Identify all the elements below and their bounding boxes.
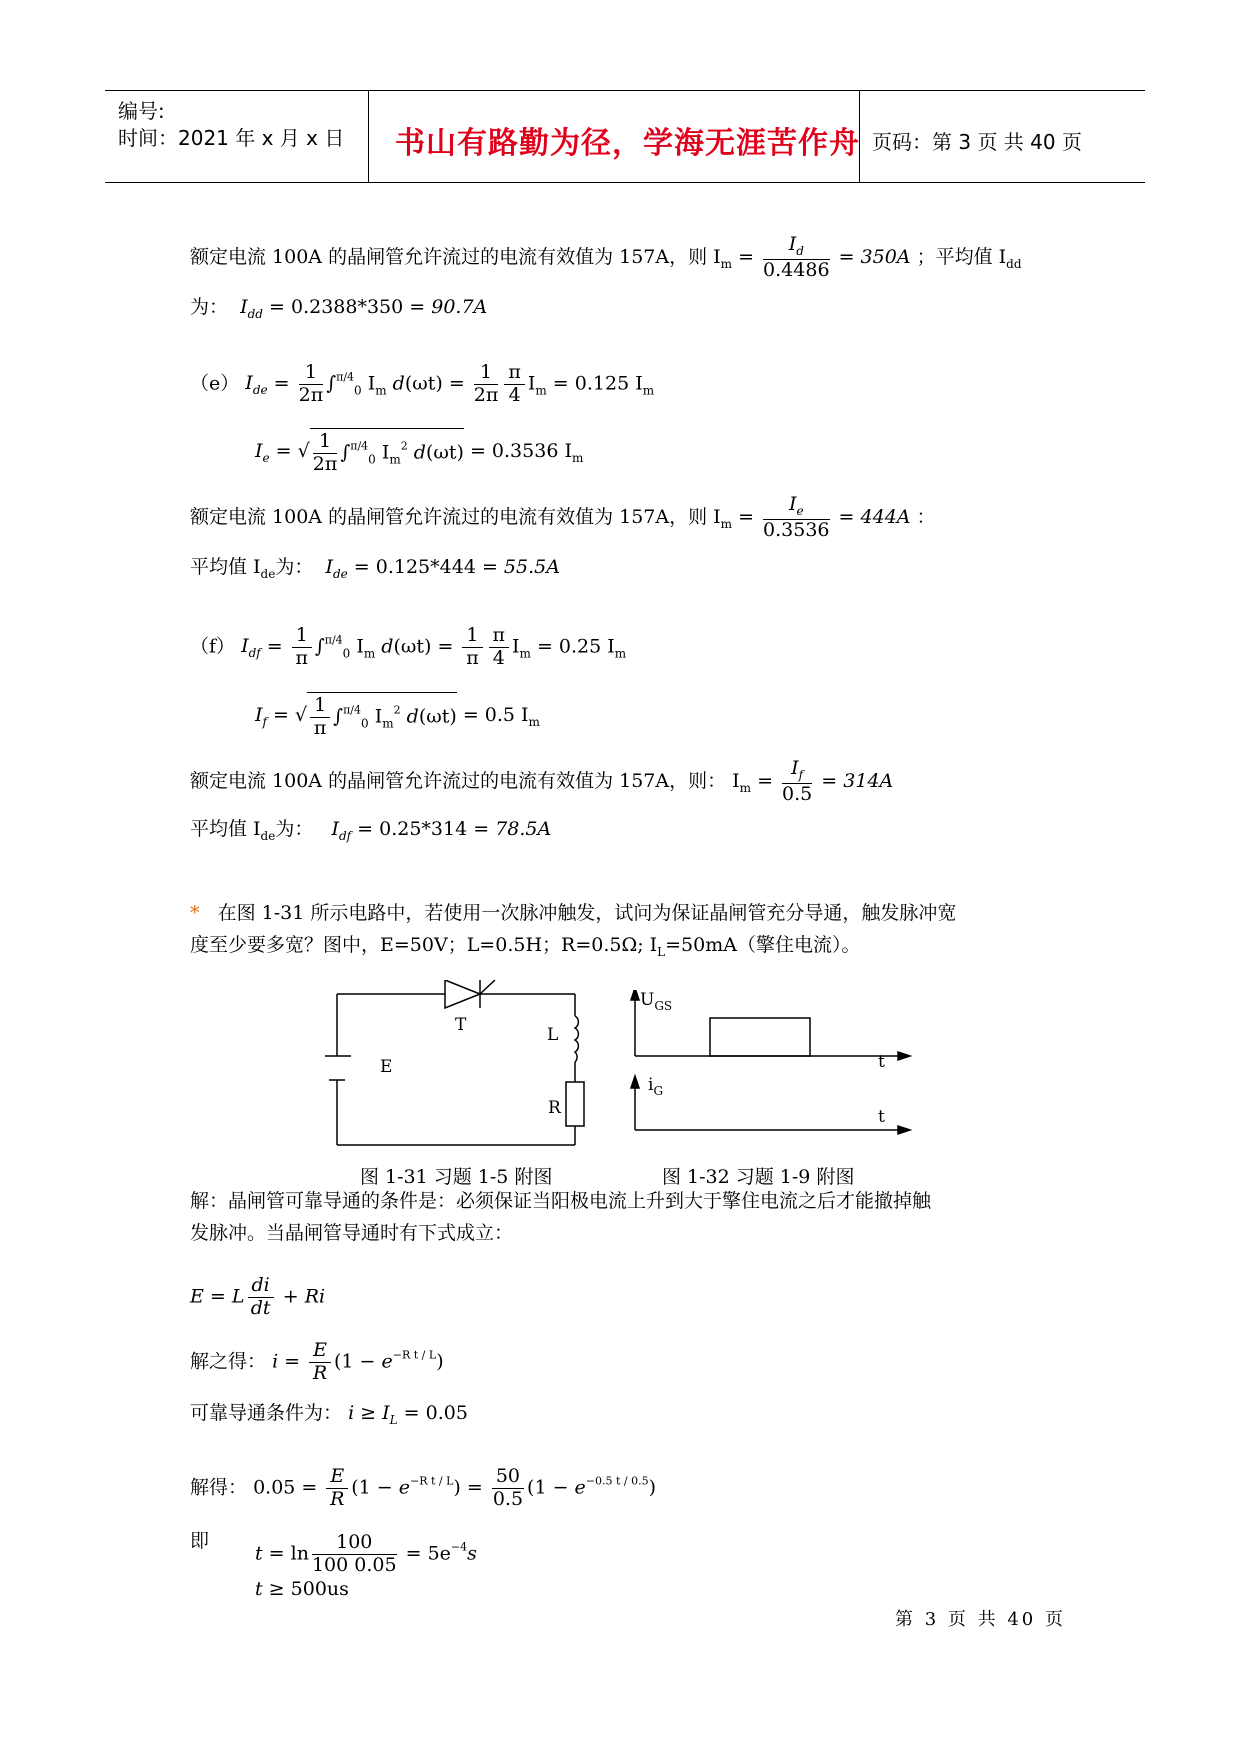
text: 平均值 I <box>190 556 261 578</box>
result: 78.5A <box>495 818 552 840</box>
text: 额定电流 100A 的晶闸管允许流过的电流有效值为 157A，则 I <box>190 245 721 268</box>
den: 0.5 <box>782 782 813 805</box>
label: （e） <box>190 372 240 395</box>
tail: =50mA（擎住电流）。 <box>665 934 861 956</box>
caption-fig-1-31: 图 1-31 习题 1-5 附图 <box>360 1166 553 1188</box>
math: 0.125*444 <box>375 556 476 578</box>
den: 0.5 <box>492 1487 524 1510</box>
label: 解之得： <box>190 1350 267 1373</box>
result: 90.7A <box>431 296 488 318</box>
num: 100 <box>312 1532 397 1555</box>
label-R: R <box>548 1098 561 1118</box>
eq-f-2: $I_f$ = √ $\frac{1}{\pi}$ ∫$^{\pi/4}_0$ $I_m^2$ d(ωt) = 0.5 $I_m$ <box>255 694 540 739</box>
para-line-5: 额定电流 100A 的晶闸管允许流过的电流有效值为 157A，则： $I_m$ = $\frac{I_f}{0.5}$ = 314A <box>190 757 894 805</box>
caption-fig-1-32: 图 1-32 习题 1-9 附图 <box>662 1166 855 1188</box>
ig-sub: G <box>653 1084 664 1098</box>
result: 500us <box>290 1578 349 1600</box>
ri-term: Ri <box>304 1285 326 1308</box>
sub: L <box>657 945 666 959</box>
condition-line: 可靠导通条件为： $i \ge I_L = 0.05$ <box>190 1402 468 1427</box>
para-line-1: 额定电流 100A 的晶闸管允许流过的电流有效值为 157A，则 $I_m$ = $\frac{I_d}{0.4486}$ = 350A ；平均值 $I_{dd}$ <box>190 233 1022 281</box>
pulse-diagram <box>630 990 920 1140</box>
text: 额定电流 100A 的晶闸管允许流过的电流有效值为 157A，则 I <box>190 505 721 528</box>
label-ugs <box>640 990 672 1013</box>
eq-f-1: （f） $I_{df}$ = $\frac{1}{\pi}$ ∫$^{\pi/4}_0$ $I_m$ d(ωt) = $\frac{1}{\pi}$ $\frac{\pi}{4}$ $I_m = 0.25$ $I_m$ <box>190 624 627 669</box>
question-line-2 <box>190 936 860 958</box>
page-footer: 第 3 页 共 40 页 <box>895 1609 1066 1630</box>
ig: i <box>648 1075 654 1095</box>
text2: 为： <box>275 818 314 840</box>
tail: ；平均值 I <box>916 245 1007 268</box>
header-divider-left <box>368 90 369 182</box>
question-line-1 <box>190 904 956 923</box>
solve-line: 解之得： i = $\frac{E}{R}$ $(1 - e^{-R t / L})$ <box>190 1339 444 1384</box>
text: 额定电流 100A 的晶闸管允许流过的电流有效值为 157A，则： <box>190 769 727 792</box>
header-bottom-rule <box>105 182 1145 183</box>
ugs-sub: GS <box>654 999 673 1013</box>
result: 0.05 <box>425 1402 468 1424</box>
tail-sub: dd <box>1006 256 1022 271</box>
sub: de <box>260 829 276 843</box>
serial-label: 编号: <box>118 99 165 123</box>
num: 50 <box>492 1466 524 1489</box>
header-top-rule <box>105 90 1145 91</box>
result: 0.25 I <box>558 635 615 658</box>
para-line-3: 额定电流 100A 的晶闸管允许流过的电流有效值为 157A，则 $I_m$ = $\frac{I_e}{0.3536}$ = 444A ： <box>190 493 936 541</box>
label-T: T <box>455 1015 467 1035</box>
ugs: U <box>640 990 655 1010</box>
label-t-top: t <box>878 1052 885 1072</box>
value: 0.05 <box>253 1476 296 1499</box>
sub: de <box>260 567 276 581</box>
circuit-diagram <box>325 980 595 1150</box>
star-marker: * <box>190 902 200 924</box>
t-final: t ≥ 500us <box>255 1578 349 1600</box>
den: 100 0.05 <box>311 1553 397 1576</box>
label: 可靠导通条件为： <box>190 1402 343 1424</box>
den: 0.3536 <box>763 518 830 541</box>
t-equation: t = ln $\frac{100}{100 0.05}$ = $5e^{-4}s$ <box>255 1531 477 1576</box>
para-line-6: 平均值 $I_{de}$为： $I_{df} = 0.25*314 = 78.5A$ <box>190 818 552 843</box>
label-t-bottom: t <box>878 1107 885 1127</box>
solution-line-2: 发脉冲。当晶闸管导通时有下式成立： <box>190 1222 514 1244</box>
solved-line: 解得： 0.05 = $\frac{E}{R}$ $(1 - e^{-R t / L})$ = $\frac{50}{0.5}$ $(1 - e^{-0.5 t / 0.5})$ <box>190 1465 657 1510</box>
den: 0.4486 <box>763 258 830 281</box>
eq-e-1: （e） $I_{de}$ = $\frac{1}{2\pi}$ ∫$^{\pi/4}_0$ $I_m$ d(ωt) = $\frac{1}{2\pi}$ $\frac{\pi}{4}$ $I_m = 0.125$ $I_m$ <box>190 361 655 406</box>
solution-line-1: 解：晶闸管可靠导通的条件是：必须保证当阳极电流上升到大于擎住电流之后才能撤掉触 <box>190 1190 932 1212</box>
text: 平均值 I <box>190 818 261 840</box>
text: 在图 1-31 所示电路中，若使用一次脉冲触发，试问为保证晶闸管充分导通，触发脉冲宽 <box>217 902 957 924</box>
math: 0.2388*350 <box>290 296 404 318</box>
result: 350A <box>860 245 911 268</box>
label: （f） <box>190 635 236 658</box>
text: 为： <box>190 296 229 318</box>
motto: 书山有路勤为径，学海无涯苦作舟 <box>395 126 860 161</box>
label-L: L <box>547 1025 559 1045</box>
result: 444A <box>860 505 911 528</box>
result: 0.125 I <box>574 372 643 395</box>
math: 0.25*314 <box>379 818 468 840</box>
text2: 为： <box>275 556 314 578</box>
fraction: $\frac{I_d}{0.4486}$ <box>763 233 830 281</box>
page-info: 页码：第 3 页 共 40 页 <box>872 130 1082 154</box>
ji-label: 即 <box>190 1530 210 1552</box>
result: 0.3536 I <box>491 439 572 462</box>
num: I <box>788 233 797 255</box>
result: 5e <box>427 1542 451 1565</box>
eq-e-2: $I_e$ = √ $\frac{1}{2\pi}$ ∫$^{\pi/4}_0$ $I_m^2$ d(ωt) = 0.3536 $I_m$ <box>255 430 584 475</box>
label: 解得： <box>190 1476 248 1499</box>
text: 度至少要多宽？图中，E=50V；L=0.5H；R=0.5Ω; I <box>190 934 658 956</box>
para-line-4: 平均值 $I_{de}$为： $I_{de} = 0.125*444 = 55.5A$ <box>190 556 560 581</box>
result: 0.5 I <box>484 703 529 726</box>
label-ig <box>648 1075 663 1098</box>
time-label: 时间：2021 年 x 月 x 日 <box>118 126 345 150</box>
result: 55.5A <box>503 556 560 578</box>
label-E: E <box>380 1057 393 1077</box>
result: 314A <box>843 769 894 792</box>
equation-1: E = L $\frac{di}{dt}$ + Ri <box>190 1274 326 1319</box>
para-line-2: 为： $I_{dd} = 0.2388*350 = 90.7A$ <box>190 296 488 321</box>
